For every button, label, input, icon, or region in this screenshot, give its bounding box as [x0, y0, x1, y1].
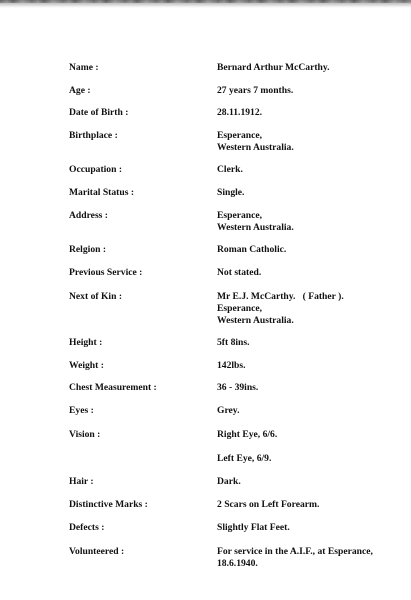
field-label: Eyes : — [69, 405, 94, 416]
field-value — [217, 85, 293, 97]
scan-top-streak — [0, 0, 411, 3]
field-value-line: Right Eye, 6/6. — [217, 429, 278, 440]
field-value-line: For service in the A.I.F., at Esperance, — [217, 546, 373, 557]
field-value-line: Mr E.J. McCarthy. ( Father ). — [217, 291, 344, 302]
field-value-line: 18.6.1940. — [217, 558, 258, 569]
field-value — [217, 107, 262, 119]
field-label: Hair : — [69, 476, 94, 487]
field-value-line: Dark. — [217, 476, 241, 487]
field-label: Distinctive Marks : — [69, 499, 148, 510]
field-label: Name : — [69, 62, 99, 73]
field-label: Birthplace : — [69, 130, 118, 141]
field-value-line: 27 years 7 months. — [217, 85, 294, 96]
field-value-line: Single. — [217, 187, 245, 198]
field-label: Age : — [69, 85, 91, 96]
field-value — [217, 453, 271, 465]
field-value-line: Slightly Flat Feet. — [217, 522, 290, 533]
field-label: Vision : — [69, 429, 101, 440]
field-value — [217, 291, 344, 327]
field-value — [217, 405, 239, 417]
field-value-line: Western Australia. — [217, 315, 294, 326]
field-value-line: 142lbs. — [217, 360, 246, 371]
field-value — [217, 164, 243, 176]
field-value-line: Esperance, — [217, 210, 263, 221]
field-value-line: Western Australia. — [217, 142, 294, 153]
field-label: Occupation : — [69, 164, 123, 175]
field-value-line: 2 Scars on Left Forearm. — [217, 499, 320, 510]
field-value-line: Left Eye, 6/9. — [217, 453, 272, 464]
field-value — [217, 187, 244, 199]
field-value-line: 5ft 8ins. — [217, 337, 250, 348]
field-value-line: Western Australia. — [217, 222, 294, 233]
field-value-line: Esperance, — [217, 130, 263, 141]
field-value — [217, 62, 330, 74]
field-value — [217, 130, 294, 154]
field-label: Chest Measurement : — [69, 382, 157, 393]
field-value-line: Bernard Arthur McCarthy. — [217, 62, 330, 73]
field-value-line: Esperance, — [217, 303, 263, 314]
field-label: Address : — [69, 210, 109, 221]
field-value-line: Not stated. — [217, 267, 262, 278]
field-label: Previous Service : — [69, 267, 143, 278]
field-value — [217, 429, 277, 441]
field-value — [217, 360, 246, 372]
field-label: Volunteered : — [69, 546, 125, 557]
field-value-line: 36 - 39ins. — [217, 382, 259, 393]
field-label: Date of Birth : — [69, 107, 129, 118]
field-value — [217, 382, 258, 394]
field-value — [217, 476, 241, 488]
field-value-line: 28.11.1912. — [217, 107, 263, 118]
field-value — [217, 337, 250, 349]
field-label: Defects : — [69, 522, 105, 533]
field-value — [217, 522, 290, 534]
field-value — [217, 499, 319, 511]
field-value — [217, 546, 373, 570]
field-label: Height : — [69, 337, 103, 348]
field-label: Weight : — [69, 360, 104, 371]
field-label: Next of Kin : — [69, 291, 123, 302]
field-label: Marital Status : — [69, 187, 135, 198]
field-value — [217, 244, 286, 256]
field-label: Relgion : — [69, 244, 107, 255]
field-value — [217, 210, 294, 234]
field-value-line: Clerk. — [217, 164, 243, 175]
field-value-line: Roman Catholic. — [217, 244, 287, 255]
field-value-line: Grey. — [217, 405, 240, 416]
field-value — [217, 267, 261, 279]
